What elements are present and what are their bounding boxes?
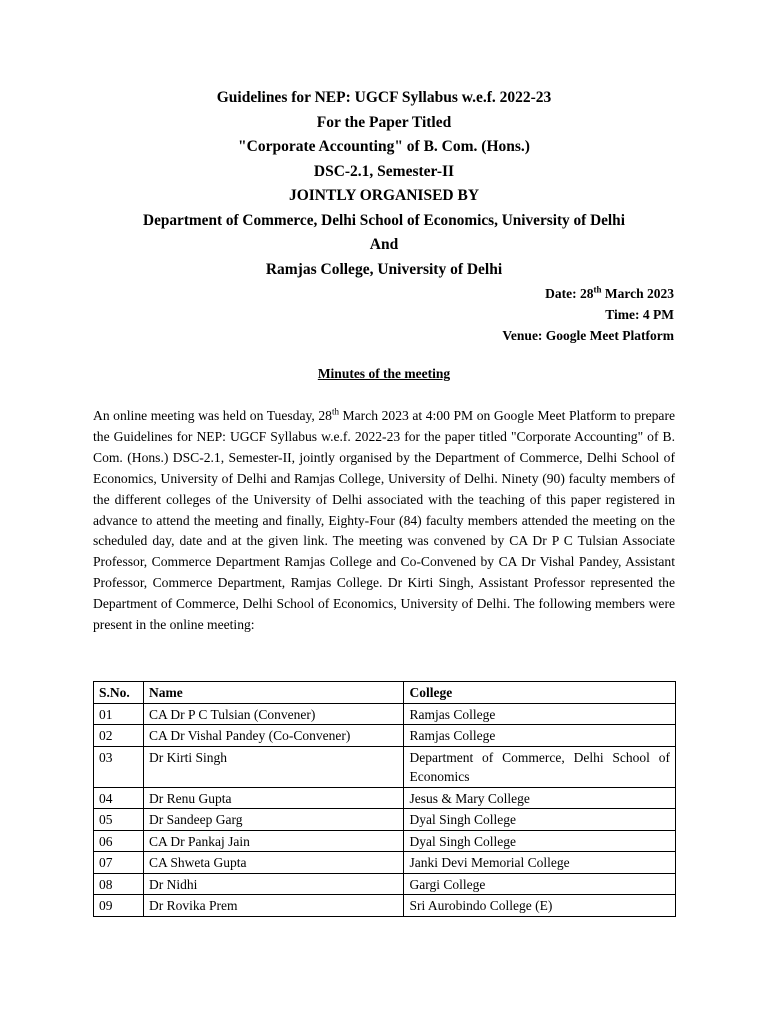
table-row [94,809,676,831]
meeting-details [502,283,674,346]
table-row [94,873,676,895]
cell-name: CA Shweta Gupta [143,852,404,874]
heading-paper-name: "Corporate Accounting" of B. Com. (Hons.) [238,138,530,155]
table-row [94,725,676,747]
cell-name: Dr Nidhi [143,873,404,895]
table-row [94,852,676,874]
cell-college: Dyal Singh College [404,830,676,852]
cell-sno: 04 [94,787,144,809]
table-row [94,787,676,809]
cell-sno: 03 [94,746,144,787]
cell-sno: 08 [94,873,144,895]
heading-guidelines: Guidelines for NEP: UGCF Syllabus w.e.f. 2022-23 [216,89,552,106]
heading-dsc-semester: DSC-2.1, Semester-II [313,162,455,180]
meeting-date: Date: 28th March 2023 [545,284,674,301]
heading-department: Department of Commerce, Delhi School of Economics, University of Delhi [143,211,625,229]
header-sno: S.No. [94,682,144,704]
cell-sno: 06 [94,830,144,852]
cell-college: Janki Devi Memorial College [404,852,676,874]
minutes-title: Minutes of the meeting [317,366,451,381]
document-heading [0,86,768,282]
heading-and: And [369,236,399,253]
table-header-row [94,682,676,704]
header-name: Name [143,682,404,704]
cell-college: Sri Aurobindo College (E) [404,895,676,917]
cell-sno: 02 [94,725,144,747]
cell-name: Dr Kirti Singh [143,746,404,787]
cell-name: CA Dr Vishal Pandey (Co-Convener) [143,725,404,747]
cell-sno: 01 [94,703,144,725]
heading-ramjas-college: Ramjas College, University of Delhi [265,260,503,278]
meeting-summary-paragraph: An online meeting was held on Tuesday, 28th March 2023 at 4:00 PM on Google Meet Platform to prepare the Guidelines for NEP: UGCF Syllabus w.e.f. 2022-23 for the paper titled "Corporate Accounting" of B. Com. (Hons.) DSC-2.1, Semester-II, jointly organised by the Department of Commerce, Delhi School of Economics, University of Delhi and Ramjas College, University of Delhi. Ninety (90) faculty members of the different colleges of the University of Delhi associated with the teaching of this paper registered in advance to attend the meeting and finally, Eighty-Four (84) faculty members attended the meeting on the scheduled day, date and at the given link. The meeting was convened by CA Dr P C Tulsian Associate Professor, Commerce Department Ramjas College and Co-Convened by CA Dr Vishal Pandey, Assistant Professor, Commerce Department, Ramjas College. Dr Kirti Singh, Assistant Professor represented the Department of Commerce, Delhi School of Economics, University of Delhi. The following members were present in the online meeting: [93,406,676,633]
cell-college: Jesus & Mary College [404,787,676,809]
cell-name: CA Dr Pankaj Jain [143,830,404,852]
heading-paper-titled: For the Paper Titled [316,113,452,131]
cell-name: Dr Sandeep Garg [143,809,404,831]
cell-sno: 05 [94,809,144,831]
cell-college: Ramjas College [404,725,676,747]
cell-college: Gargi College [404,873,676,895]
meeting-venue: Venue: Google Meet Platform [502,328,674,343]
heading-jointly-organised: JOINTLY ORGANISED BY [288,187,480,204]
cell-name: Dr Rovika Prem [143,895,404,917]
cell-sno: 09 [94,895,144,917]
cell-college: Dyal Singh College [404,809,676,831]
table-row [94,830,676,852]
table-row [94,703,676,725]
cell-name: Dr Renu Gupta [143,787,404,809]
cell-sno: 07 [94,852,144,874]
header-college: College [404,682,676,704]
cell-college: Ramjas College [404,703,676,725]
members-table [93,681,676,917]
table-row [94,746,676,787]
table-row [94,895,676,917]
cell-college: Department of Commerce, Delhi School of Economics [404,746,676,787]
cell-name: CA Dr P C Tulsian (Convener) [143,703,404,725]
meeting-time: Time: 4 PM [605,307,674,322]
